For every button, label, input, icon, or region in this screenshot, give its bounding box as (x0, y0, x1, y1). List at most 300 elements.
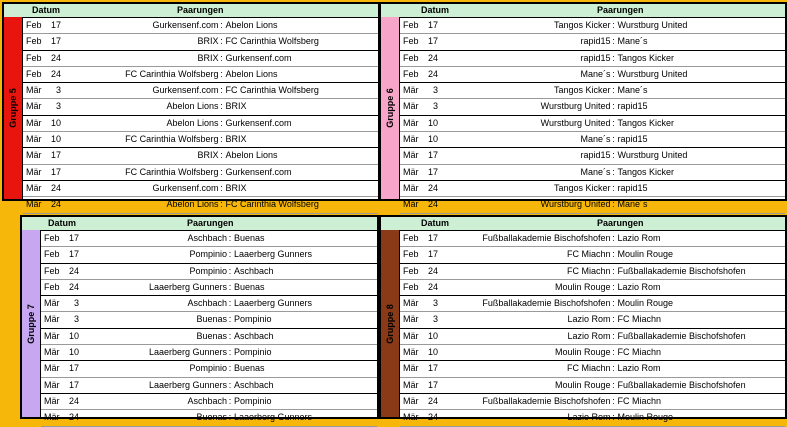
day-cell: 24 (427, 68, 438, 79)
table-row (23, 181, 378, 197)
away-team: FC Miachn (617, 347, 662, 358)
table-row (23, 132, 378, 148)
separator: : (612, 347, 615, 358)
away-team: Fußballakademie Bischofshofen (617, 330, 746, 341)
separator: : (228, 233, 232, 243)
day-cell: 17 (427, 379, 438, 390)
separator: : (612, 52, 615, 63)
table-row (23, 165, 378, 181)
month-cell: Mär (403, 298, 419, 309)
month-cell: Mär (403, 347, 419, 358)
away-team: Abelon Lions (225, 150, 278, 161)
month-cell: Mär (403, 85, 419, 96)
month-cell: Feb (403, 52, 419, 63)
home-team: Aschbach (187, 395, 227, 406)
day-cell: 24 (427, 265, 438, 276)
day-cell: 3 (55, 101, 61, 112)
separator: : (220, 134, 223, 145)
table-row (23, 18, 378, 34)
table-row (400, 394, 785, 410)
table-row (400, 181, 785, 197)
separator: : (220, 20, 223, 30)
group-label: Gruppe 8 (385, 303, 395, 344)
away-team: Lazio Rom (617, 281, 661, 292)
month-cell: Mär (44, 314, 60, 325)
separator: : (220, 117, 223, 128)
away-team: Gurkensenf.com (225, 52, 292, 63)
away-team: FC Carinthia Wolfsberg (225, 199, 319, 210)
away-team: FC Miachn (617, 395, 662, 406)
day-cell: 24 (427, 395, 438, 406)
group-label: Gruppe 7 (26, 303, 36, 344)
home-team: Buenas (196, 330, 227, 341)
month-cell: Feb (403, 68, 419, 79)
group-panel-8 (379, 215, 787, 423)
away-team: Mane´s (617, 36, 648, 47)
month-cell: Mär (26, 150, 42, 161)
match-list (41, 231, 377, 427)
table-row (41, 410, 377, 426)
group-panel-7 (20, 215, 379, 423)
home-team: Fußballakademie Bischofshofen (482, 298, 611, 309)
month-cell: Mär (26, 117, 42, 128)
home-team: Lazio Rom (567, 314, 611, 325)
month-cell: Feb (403, 233, 419, 243)
away-team: Aschbach (234, 265, 274, 276)
away-team: Laaerberg Gunners (234, 249, 313, 260)
month-cell: Feb (403, 265, 419, 276)
month-cell: Mär (403, 117, 419, 128)
day-cell: 17 (68, 233, 79, 243)
home-team: Gurkensenf.com (152, 182, 219, 193)
away-team: Abelon Lions (225, 20, 278, 30)
away-team: Wurstburg United (617, 68, 688, 79)
home-team: Abelon Lions (166, 101, 219, 112)
home-team: Abelon Lions (166, 117, 219, 128)
table-row (41, 378, 377, 394)
group-label-cell (22, 230, 41, 417)
separator: : (612, 298, 615, 309)
month-cell: Mär (44, 347, 60, 358)
separator: : (612, 134, 615, 145)
month-cell: Mär (26, 101, 42, 112)
separator: : (612, 265, 615, 276)
away-team: BRIX (225, 182, 247, 193)
home-team: Wurstburg United (540, 199, 611, 210)
table-row (23, 51, 378, 67)
table-row (400, 312, 785, 328)
separator: : (228, 379, 232, 390)
day-cell: 17 (427, 36, 438, 47)
away-team: Pompinio (234, 395, 272, 406)
table-row (23, 148, 378, 164)
separator: : (612, 395, 615, 406)
day-cell: 24 (68, 412, 79, 423)
month-cell: Mär (403, 101, 419, 112)
month-cell: Mär (403, 134, 419, 145)
separator: : (612, 330, 615, 341)
separator: : (612, 182, 615, 193)
month-cell: Feb (44, 249, 60, 260)
month-cell: Mär (44, 330, 60, 341)
day-cell: 24 (427, 412, 438, 423)
day-cell: 3 (73, 298, 79, 309)
separator: : (612, 249, 615, 260)
separator: : (228, 330, 232, 341)
table-row (23, 67, 378, 83)
table-row (41, 329, 377, 345)
month-cell: Mär (26, 134, 42, 145)
table-row (41, 345, 377, 361)
day-cell: 24 (50, 182, 61, 193)
day-cell: 24 (427, 182, 438, 193)
group-label-cell (4, 17, 23, 199)
day-cell: 3 (432, 314, 438, 325)
group-panel-6 (379, 2, 787, 210)
away-team: Wurstburg United (617, 20, 688, 30)
month-cell: Feb (403, 249, 419, 260)
day-cell: 24 (68, 265, 79, 276)
date-header: Datum (421, 5, 450, 15)
table-row (41, 280, 377, 296)
home-team: Mane´s (580, 134, 611, 145)
home-team: Pompinio (189, 265, 227, 276)
table-row (400, 296, 785, 312)
away-team: Tangos Kicker (617, 166, 675, 177)
away-team: Aschbach (234, 330, 274, 341)
pairing-header: Paarungen (187, 218, 234, 228)
home-team: Fußballakademie Bischofshofen (482, 233, 611, 243)
home-team: Mane´s (580, 166, 611, 177)
group-label-cell (381, 17, 400, 199)
group-panel-5 (2, 2, 380, 210)
month-cell: Mär (44, 379, 60, 390)
day-cell: 17 (427, 363, 438, 374)
separator: : (228, 249, 232, 260)
away-team: Pompinio (234, 314, 272, 325)
home-team: FC Carinthia Wolfsberg (125, 134, 219, 145)
month-cell: Feb (44, 233, 60, 243)
date-header: Datum (48, 218, 77, 228)
separator: : (228, 412, 232, 423)
day-cell: 17 (68, 249, 79, 260)
month-cell: Feb (403, 20, 419, 30)
home-team: Laaerberg Gunners (148, 379, 227, 390)
separator: : (612, 150, 615, 161)
away-team: Fußballakademie Bischofshofen (617, 379, 746, 390)
away-team: Mane´s (617, 199, 648, 210)
separator: : (612, 199, 615, 210)
separator: : (228, 265, 232, 276)
table-row (400, 345, 785, 361)
table-row (23, 197, 378, 213)
table-row (400, 132, 785, 148)
home-team: Buenas (196, 314, 227, 325)
month-cell: Mär (403, 166, 419, 177)
table-row (400, 18, 785, 34)
table-row (23, 116, 378, 132)
day-cell: 10 (50, 134, 61, 145)
home-team: BRIX (197, 36, 219, 47)
table-row (41, 231, 377, 247)
home-team: Laaerberg Gunners (148, 347, 227, 358)
day-cell: 10 (427, 134, 438, 145)
match-list (400, 18, 785, 214)
day-cell: 17 (427, 20, 438, 30)
day-cell: 10 (68, 330, 79, 341)
table-row (23, 99, 378, 115)
month-cell: Mär (403, 182, 419, 193)
month-cell: Mär (44, 298, 60, 309)
month-cell: Mär (44, 395, 60, 406)
month-cell: Feb (26, 68, 42, 79)
day-cell: 10 (50, 117, 61, 128)
separator: : (612, 36, 615, 47)
home-team: Abelon Lions (166, 199, 219, 210)
day-cell: 24 (68, 395, 79, 406)
home-team: Fußballakademie Bischofshofen (482, 395, 611, 406)
separator: : (228, 314, 232, 325)
home-team: Laaerberg Gunners (148, 281, 227, 292)
day-cell: 17 (50, 166, 61, 177)
home-team: Moulin Rouge (554, 347, 611, 358)
home-team: Wurstburg United (540, 117, 611, 128)
table-header (4, 4, 378, 18)
table-row (41, 296, 377, 312)
table-row (400, 148, 785, 164)
away-team: Gurkensenf.com (225, 117, 292, 128)
group-label: Gruppe 6 (385, 88, 395, 128)
home-team: Pompinio (189, 249, 227, 260)
separator: : (612, 101, 615, 112)
table-row (41, 247, 377, 263)
table-row (400, 67, 785, 83)
month-cell: Feb (44, 265, 60, 276)
home-team: Tangos Kicker (553, 182, 611, 193)
home-team: Wurstburg United (540, 101, 611, 112)
home-team: Tangos Kicker (553, 85, 611, 96)
separator: : (612, 85, 615, 96)
month-cell: Mär (403, 150, 419, 161)
date-header: Datum (421, 218, 450, 228)
month-cell: Mär (403, 379, 419, 390)
separator: : (612, 412, 615, 423)
table-row (400, 165, 785, 181)
home-team: Gurkensenf.com (152, 20, 219, 30)
table-row (400, 99, 785, 115)
away-team: FC Carinthia Wolfsberg (225, 85, 319, 96)
table-row (400, 410, 785, 426)
day-cell: 10 (427, 330, 438, 341)
group-label: Gruppe 5 (8, 88, 18, 128)
month-cell: Feb (403, 36, 419, 47)
table-row (23, 83, 378, 99)
away-team: Lazio Rom (617, 233, 661, 243)
table-row (400, 83, 785, 99)
away-team: Wurstburg United (617, 150, 688, 161)
pairing-header: Paarungen (597, 218, 644, 228)
home-team: FC Miachn (566, 363, 611, 374)
away-team: Lazio Rom (617, 363, 661, 374)
day-cell: 17 (50, 36, 61, 47)
table-row (400, 329, 785, 345)
home-team: Moulin Rouge (554, 281, 611, 292)
day-cell: 17 (427, 150, 438, 161)
separator: : (228, 395, 232, 406)
separator: : (612, 166, 615, 177)
home-team: BRIX (197, 150, 219, 161)
separator: : (228, 298, 232, 309)
away-team: Moulin Rouge (617, 249, 674, 260)
month-cell: Feb (26, 20, 42, 30)
away-team: Tangos Kicker (617, 117, 675, 128)
day-cell: 24 (50, 68, 61, 79)
table-header (22, 217, 377, 231)
month-cell: Feb (403, 281, 419, 292)
table-row (400, 361, 785, 377)
pairing-header: Paarungen (597, 5, 644, 15)
month-cell: Mär (403, 199, 419, 210)
day-cell: 17 (50, 150, 61, 161)
away-team: Buenas (234, 233, 265, 243)
table-row (41, 312, 377, 328)
home-team: Gurkensenf.com (152, 85, 219, 96)
table-row (400, 197, 785, 213)
day-cell: 3 (55, 85, 61, 96)
day-cell: 10 (427, 117, 438, 128)
separator: : (220, 36, 223, 47)
separator: : (220, 182, 223, 193)
away-team: Mane´s (617, 85, 648, 96)
month-cell: Mär (403, 395, 419, 406)
separator: : (612, 314, 615, 325)
month-cell: Mär (44, 363, 60, 374)
home-team: rapid15 (580, 36, 611, 47)
separator: : (220, 68, 223, 79)
separator: : (220, 101, 223, 112)
away-team: Aschbach (234, 379, 274, 390)
day-cell: 24 (50, 52, 61, 63)
day-cell: 24 (68, 281, 79, 292)
separator: : (612, 281, 615, 292)
away-team: Abelon Lions (225, 68, 278, 79)
month-cell: Feb (26, 36, 42, 47)
home-team: FC Carinthia Wolfsberg (125, 166, 219, 177)
separator: : (220, 166, 223, 177)
month-cell: Mär (403, 330, 419, 341)
day-cell: 10 (68, 347, 79, 358)
month-cell: Mär (26, 85, 42, 96)
separator: : (220, 52, 223, 63)
table-row (400, 247, 785, 263)
month-cell: Mär (403, 412, 419, 423)
away-team: Buenas (234, 281, 265, 292)
away-team: rapid15 (617, 101, 648, 112)
table-row (400, 51, 785, 67)
month-cell: Mär (403, 314, 419, 325)
home-team: Buenas (196, 412, 227, 423)
day-cell: 3 (73, 314, 79, 325)
table-row (400, 264, 785, 280)
separator: : (228, 363, 232, 374)
month-cell: Mär (26, 166, 42, 177)
day-cell: 24 (427, 281, 438, 292)
away-team: Moulin Rouge (617, 412, 674, 423)
day-cell: 17 (68, 379, 79, 390)
table-row (41, 394, 377, 410)
home-team: Tangos Kicker (553, 20, 611, 30)
away-team: Pompinio (234, 347, 272, 358)
separator: : (220, 199, 223, 210)
table-row (41, 264, 377, 280)
group-label-cell (381, 230, 400, 417)
home-team: FC Miachn (566, 265, 611, 276)
separator: : (220, 150, 223, 161)
away-team: Tangos Kicker (617, 52, 675, 63)
separator: : (220, 85, 223, 96)
day-cell: 17 (427, 166, 438, 177)
month-cell: Mär (44, 412, 60, 423)
month-cell: Mär (26, 182, 42, 193)
day-cell: 17 (50, 20, 61, 30)
separator: : (612, 233, 615, 243)
separator: : (612, 363, 615, 374)
date-header: Datum (32, 5, 61, 15)
table-row (400, 280, 785, 296)
home-team: Aschbach (187, 298, 227, 309)
day-cell: 24 (427, 199, 438, 210)
separator: : (612, 379, 615, 390)
table-row (400, 34, 785, 50)
table-header (381, 4, 785, 18)
month-cell: Mär (403, 363, 419, 374)
day-cell: 17 (427, 249, 438, 260)
home-team: Pompinio (189, 363, 227, 374)
day-cell: 10 (427, 347, 438, 358)
separator: : (228, 347, 232, 358)
month-cell: Feb (26, 52, 42, 63)
home-team: FC Miachn (566, 249, 611, 260)
away-team: FC Miachn (617, 314, 662, 325)
table-row (400, 116, 785, 132)
home-team: rapid15 (580, 150, 611, 161)
pairing-header: Paarungen (177, 5, 224, 15)
day-cell: 24 (50, 199, 61, 210)
day-cell: 24 (427, 52, 438, 63)
day-cell: 17 (427, 233, 438, 243)
away-team: BRIX (225, 134, 247, 145)
home-team: Aschbach (187, 233, 227, 243)
home-team: Lazio Rom (567, 412, 611, 423)
table-row (400, 378, 785, 394)
day-cell: 17 (68, 363, 79, 374)
table-header (381, 217, 785, 231)
day-cell: 3 (432, 85, 438, 96)
away-team: Laaerberg Gunners (234, 298, 313, 309)
home-team: Lazio Rom (567, 330, 611, 341)
away-team: Buenas (234, 363, 265, 374)
away-team: Laaerberg Gunners (234, 412, 313, 423)
table-row (23, 34, 378, 50)
table-row (400, 231, 785, 247)
away-team: Fußballakademie Bischofshofen (617, 265, 746, 276)
month-cell: Mär (26, 199, 42, 210)
home-team: Mane´s (580, 68, 611, 79)
separator: : (612, 117, 615, 128)
away-team: rapid15 (617, 134, 648, 145)
home-team: BRIX (197, 52, 219, 63)
table-row (41, 361, 377, 377)
